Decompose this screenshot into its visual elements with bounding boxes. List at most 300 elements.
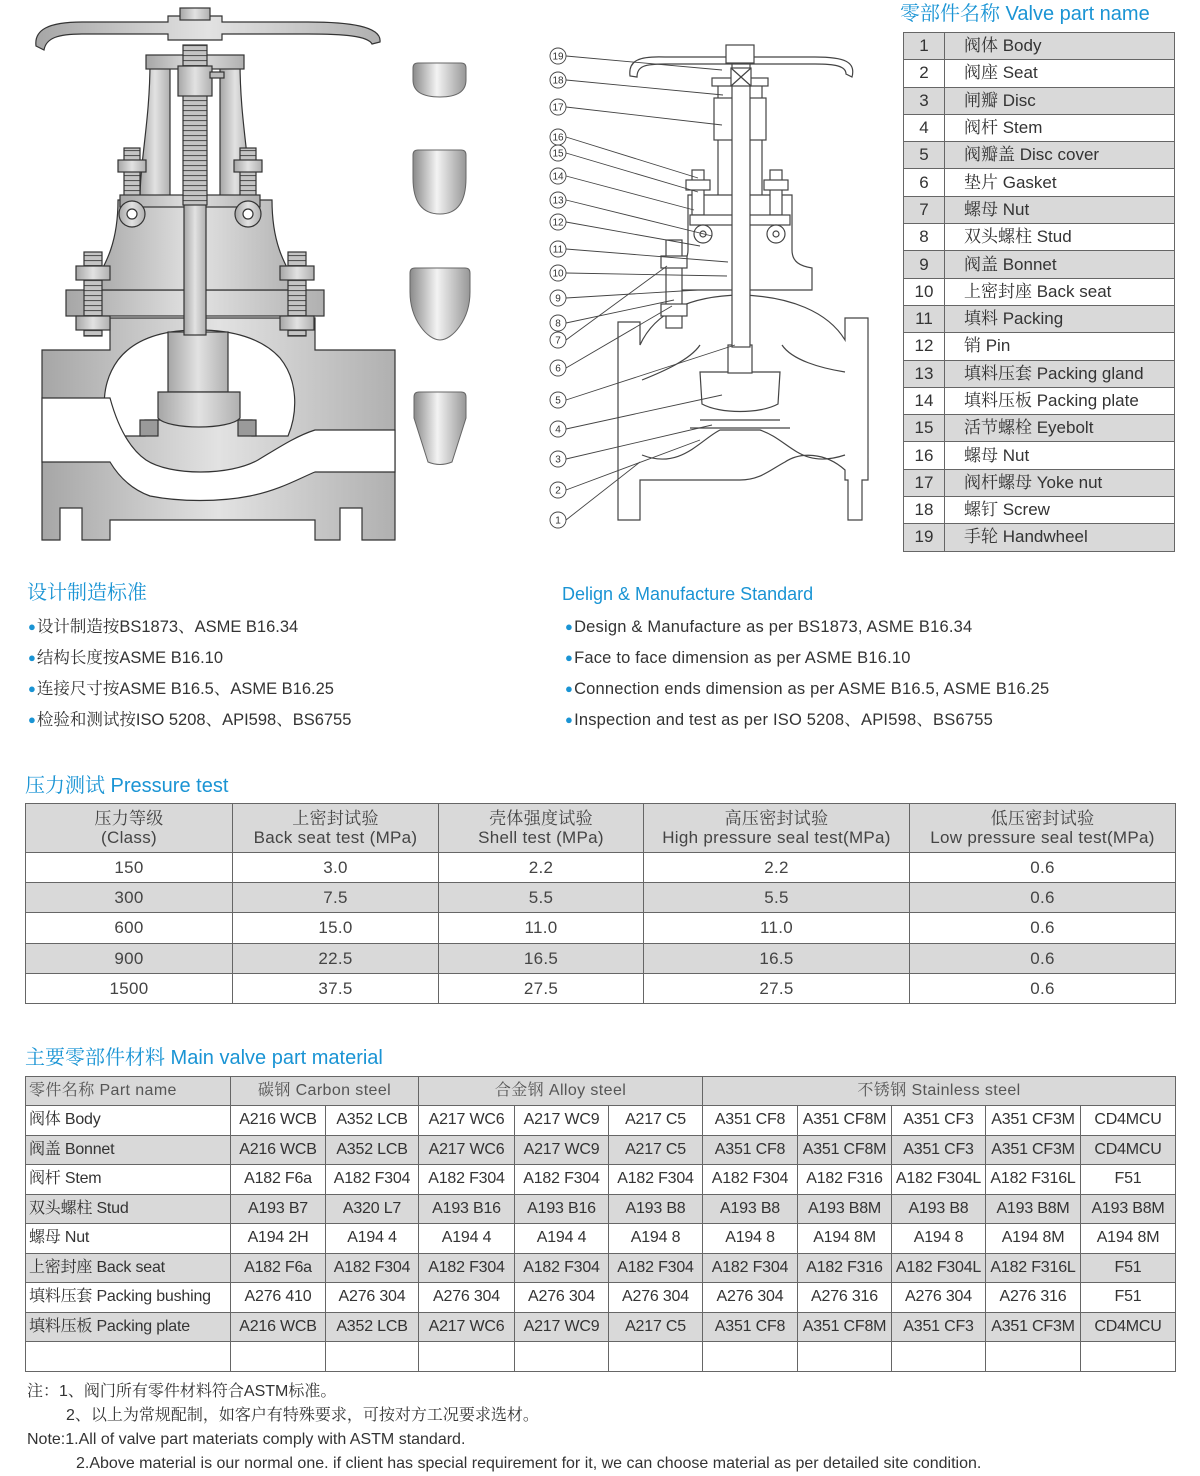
parts-row [904,524,1175,551]
standard-item [565,612,1049,643]
material-grade-cell: A182 F304 [419,1165,515,1195]
parts-row [904,251,1175,278]
pressure-header-line: 壳体强度试验 [489,809,593,828]
material-table-title: 主要零部件材料 Main valve part material [25,1047,383,1069]
part-name-cell: 阀瓣盖 Disc cover [945,142,1175,169]
part-name-cell: 螺母 Nut [945,196,1175,223]
callout-number: 5 [555,395,561,407]
eyebolt-right-hole [243,209,253,219]
part-number-cell: 14 [904,387,945,414]
callout-number: 9 [555,293,561,305]
part-name-cell: 阀杆螺母 Yoke nut [945,469,1175,496]
material-grade-cell: A352 LCB [326,1312,419,1342]
material-grade-cell: A351 CF3 [892,1312,986,1342]
material-part-name-cell: 阀体 Body [26,1106,231,1136]
material-grade-cell: A182 F316L [986,1253,1081,1283]
material-grade-cell: A182 F6a [231,1165,326,1195]
material-grade-cell: A276 304 [419,1283,515,1313]
pressure-cell: 11.0 [644,913,910,943]
pressure-cell: 0.6 [910,853,1176,883]
material-empty-cell [986,1342,1081,1372]
parts-row [904,278,1175,305]
pressure-header-line: Low pressure seal test(MPa) [930,828,1155,847]
pressure-row [26,853,1176,883]
standard-item [565,705,1049,736]
material-grade-cell: A182 F316L [986,1165,1081,1195]
part-name-cell: 垫片 Gasket [945,169,1175,196]
pressure-header-cell [439,804,644,853]
parts-table [903,32,1175,552]
callout-number: 7 [555,335,561,347]
standard-item [28,612,351,643]
material-grade-cell: A276 304 [703,1283,798,1313]
assembly-disc-cover [728,345,752,373]
yoke-arm-left [140,62,170,200]
standard-item [565,674,1049,705]
bullet-icon: ● [565,712,574,727]
parts-row [904,87,1175,114]
material-grade-cell: CD4MCU [1081,1106,1176,1136]
parts-row [904,442,1175,469]
seat-ring-left [140,420,158,436]
material-grade-cell: A193 B8M [798,1194,892,1224]
material-part-name-cell: 填料压套 Packing bushing [26,1283,231,1313]
part-number-cell: 18 [904,497,945,524]
disc-needle [414,392,466,465]
bonnet-nut-right-top [280,266,314,280]
material-grade-cell: A193 B8 [609,1194,703,1224]
standard-item-text: Face to face dimension as per ASME B16.10 [574,649,911,667]
material-header-row [26,1077,1176,1106]
material-grade-cell: A193 B8M [986,1194,1081,1224]
parts-row [904,360,1175,387]
disc-ball [413,150,466,214]
material-grade-cell: A182 F316 [798,1253,892,1283]
part-number-cell: 4 [904,114,945,141]
material-empty-cell [703,1342,798,1372]
standard-cn-list [28,612,351,736]
callout-number: 2 [555,485,561,497]
material-grade-cell: F51 [1081,1283,1176,1313]
assembly-gland-stud-right [770,170,782,215]
material-grade-cell: F51 [1081,1253,1176,1283]
part-name-cell: 上密封座 Back seat [945,278,1175,305]
bullet-icon: ● [565,650,574,665]
material-part-name-cell: 阀杆 Stem [26,1165,231,1195]
parts-row [904,224,1175,251]
note-en-1: Note:1.All of valve part materiats comply with ASTM standard. [27,1431,466,1448]
pressure-header-cell [910,804,1176,853]
material-header-cell: 合金钢 Alloy steel [419,1077,703,1106]
pressure-cell: 16.5 [644,943,910,973]
material-grade-cell: A194 8 [892,1224,986,1254]
material-part-name-cell: 双头螺柱 Stud [26,1194,231,1224]
callout-leader-line [566,300,674,323]
material-grade-cell: A182 F316 [798,1165,892,1195]
material-header-cell: 零件名称 Part name [26,1077,231,1106]
part-number-cell: 11 [904,305,945,332]
material-grade-cell: A193 B8 [892,1194,986,1224]
material-grade-cell: A351 CF3 [892,1135,986,1165]
material-row [26,1106,1176,1136]
pressure-cell: 7.5 [233,883,439,913]
material-grade-cell: A182 F304 [326,1253,419,1283]
cutaway-valve-drawing [36,8,395,540]
material-grade-cell: A351 CF8 [703,1135,798,1165]
material-part-name-cell: 填料压板 Packing plate [26,1312,231,1342]
material-grade-cell: A182 F304 [703,1165,798,1195]
standard-en-title: Delign & Manufacture Standard [562,584,814,604]
pressure-cell: 2.2 [439,853,644,883]
assembly-gland-nut-right [764,180,788,190]
parts-row [904,469,1175,496]
eyebolt-left-hole [127,209,137,219]
pressure-cell: 16.5 [439,943,644,973]
stem-lower [184,200,206,335]
material-empty-cell [1081,1342,1176,1372]
standard-item-text: 设计制造按BS1873、ASME B16.34 [36,618,299,636]
standard-item [565,643,1049,674]
yoke-nut-pin [210,72,224,78]
material-grade-cell: A194 4 [419,1224,515,1254]
standard-item-text: Design & Manufacture as per BS1873, ASME B16.34 [574,618,973,636]
disc-flat [413,63,466,97]
material-grade-cell: CD4MCU [1081,1312,1176,1342]
material-grade-cell: A217 WC9 [515,1106,609,1136]
part-name-cell: 阀体 Body [945,33,1175,60]
part-number-cell: 12 [904,333,945,360]
material-grade-cell: A351 CF3M [986,1312,1081,1342]
material-empty-cell [231,1342,326,1372]
handwheel [36,16,380,50]
handwheel-nut [180,8,210,20]
standard-item [28,674,351,705]
part-number-cell: 2 [904,60,945,87]
material-empty-cell [609,1342,703,1372]
material-grade-cell: A217 WC6 [419,1312,515,1342]
material-row [26,1312,1176,1342]
material-row [26,1224,1176,1254]
part-name-cell: 填料压套 Packing gland [945,360,1175,387]
pressure-header-line: Back seat test (MPa) [253,828,418,847]
material-grade-cell: A217 C5 [609,1135,703,1165]
material-grade-cell: A182 F304L [892,1253,986,1283]
callout-number: 4 [555,424,561,436]
material-grade-cell: A194 4 [515,1224,609,1254]
material-grade-cell: A194 8M [1081,1224,1176,1254]
assembly-gland-nut-left [686,180,710,190]
pressure-cell: 1500 [26,973,233,1003]
pressure-cell: 3.0 [233,853,439,883]
pressure-header-line: 上密封试验 [292,809,379,828]
material-empty-cell [798,1342,892,1372]
part-number-cell: 17 [904,469,945,496]
material-grade-cell: A182 F304 [609,1165,703,1195]
callout-number: 16 [552,132,564,144]
pressure-cell: 0.6 [910,883,1176,913]
standard-en-list [565,612,1049,736]
pressure-cell: 0.6 [910,973,1176,1003]
part-number-cell: 9 [904,251,945,278]
pressure-cell: 27.5 [439,973,644,1003]
assembly-stem [732,55,750,347]
part-name-cell: 双头螺柱 Stud [945,224,1175,251]
material-grade-cell: A194 8M [986,1224,1081,1254]
part-name-cell: 阀杆 Stem [945,114,1175,141]
parts-row [904,169,1175,196]
part-name-cell: 填料压板 Packing plate [945,387,1175,414]
callout-leader-line [566,80,723,95]
part-number-cell: 6 [904,169,945,196]
callout-number: 3 [555,454,561,466]
material-grade-cell: A217 WC6 [419,1135,515,1165]
part-name-cell: 螺母 Nut [945,442,1175,469]
material-grade-cell: A352 LCB [326,1106,419,1136]
material-grade-cell: A276 304 [892,1283,986,1313]
part-number-cell: 5 [904,142,945,169]
callout-number: 12 [552,217,564,229]
material-grade-cell: A194 2H [231,1224,326,1254]
pressure-header-cell [644,804,910,853]
material-grade-cell: A217 WC9 [515,1135,609,1165]
assembly-eyebolt-right-hole [773,231,779,237]
parts-row [904,415,1175,442]
material-grade-cell: A351 CF8M [798,1312,892,1342]
pressure-cell: 900 [26,943,233,973]
material-grade-cell: A351 CF8 [703,1106,798,1136]
callout-leader-line [566,107,722,125]
parts-row [904,305,1175,332]
material-empty-row [26,1342,1176,1372]
bullet-icon: ● [28,712,36,727]
parts-row [904,333,1175,360]
material-part-name-cell: 上密封座 Back seat [26,1253,231,1283]
bullet-icon: ● [28,619,36,634]
standard-item-text: 结构长度按ASME B16.10 [36,649,223,667]
part-name-cell: 活节螺栓 Eyebolt [945,415,1175,442]
material-grade-cell: A276 316 [986,1283,1081,1313]
pressure-header-cell [26,804,233,853]
material-grade-cell: A216 WCB [231,1135,326,1165]
material-grade-cell: A217 C5 [609,1312,703,1342]
material-table [25,1076,1176,1372]
material-grade-cell: A193 B8M [1081,1194,1176,1224]
part-number-cell: 10 [904,278,945,305]
material-empty-cell [892,1342,986,1372]
pressure-header-line: 高压密封试验 [724,809,829,828]
pressure-cell: 15.0 [233,913,439,943]
gland-nut-left [118,160,146,172]
material-grade-cell: A276 304 [326,1283,419,1313]
pressure-header-row [26,804,1176,853]
bullet-icon: ● [28,681,36,696]
standard-item [28,705,351,736]
parts-row [904,196,1175,223]
part-name-cell: 手轮 Handwheel [945,524,1175,551]
part-name-cell: 阀座 Seat [945,60,1175,87]
material-grade-cell: A351 CF8 [703,1312,798,1342]
pressure-row [26,913,1176,943]
material-grade-cell: A194 8 [609,1224,703,1254]
material-grade-cell: A193 B16 [419,1194,515,1224]
pressure-cell: 5.5 [644,883,910,913]
pressure-table-body [26,853,1176,1004]
valve-drawings [0,0,900,560]
material-grade-cell: A351 CF3 [892,1106,986,1136]
material-header-cell: 不锈钢 Stainless steel [703,1077,1176,1106]
standard-item-text: 检验和测试按ISO 5208、API598、BS6755 [36,711,352,729]
part-name-cell: 螺钉 Screw [945,497,1175,524]
material-grade-cell: A217 WC9 [515,1312,609,1342]
standard-item [28,643,351,674]
material-grade-cell: A276 410 [231,1283,326,1313]
pressure-cell: 2.2 [644,853,910,883]
material-grade-cell: A194 8M [798,1224,892,1254]
material-grade-cell: A194 8 [703,1224,798,1254]
bonnet-nut-left-bottom [76,316,110,330]
callout-leader-line [566,153,698,192]
material-row [26,1283,1176,1313]
pressure-header-cell [233,804,439,853]
part-number-cell: 8 [904,224,945,251]
material-row [26,1135,1176,1165]
part-number-cell: 16 [904,442,945,469]
material-grade-cell: A216 WCB [231,1106,326,1136]
part-name-cell: 阀盖 Bonnet [945,251,1175,278]
material-grade-cell: A182 F304 [703,1253,798,1283]
material-empty-cell [419,1342,515,1372]
material-header-cell: 碳钢 Carbon steel [231,1077,419,1106]
material-empty-cell [326,1342,419,1372]
pressure-cell: 27.5 [644,973,910,1003]
parts-row [904,60,1175,87]
parts-row [904,387,1175,414]
bullet-icon: ● [565,619,574,634]
disc-holder [168,332,228,392]
standard-cn-title: 设计制造标准 [27,582,147,604]
material-grade-cell: A351 CF8M [798,1135,892,1165]
parts-table-body [904,33,1175,552]
yoke-nut [178,66,212,96]
part-number-cell: 19 [904,524,945,551]
material-grade-cell: A182 F304 [609,1253,703,1283]
pressure-test-table [25,803,1176,1004]
material-row [26,1165,1176,1195]
callout-number: 19 [552,51,564,63]
part-number-cell: 7 [904,196,945,223]
callout-number: 14 [552,171,564,183]
standard-item-text: 连接尺寸按ASME B16.5、ASME B16.25 [36,680,334,698]
material-grade-cell: A276 304 [515,1283,609,1313]
bonnet-nut-right-bottom [280,316,314,330]
callout-number: 1 [555,515,561,527]
part-number-cell: 13 [904,360,945,387]
material-part-name-cell: 阀盖 Bonnet [26,1135,231,1165]
material-grade-cell: A216 WCB [231,1312,326,1342]
callout-leader-line [566,137,698,178]
parts-row [904,142,1175,169]
bullet-icon: ● [28,650,36,665]
material-empty-cell [515,1342,609,1372]
material-grade-cell: A182 F304L [892,1165,986,1195]
callout-number: 17 [552,102,564,114]
material-grade-cell: A194 4 [326,1224,419,1254]
parts-row [904,33,1175,60]
note-en-2: 2.Above material is our normal one. if client has special requirement for it, we can choose material as per detailed site condition. [76,1455,982,1472]
material-row [26,1253,1176,1283]
parts-row [904,114,1175,141]
parts-table-title: 零部件名称 Valve part name [900,3,1150,25]
material-part-name-cell: 螺母 Nut [26,1224,231,1254]
assembly-line-drawing [618,45,868,520]
callout-number: 15 [552,148,564,160]
material-grade-cell: A182 F304 [515,1253,609,1283]
note-cn-1: 注：1、阀门所有零件材料符合ASTM标准。 [27,1383,337,1400]
material-grade-cell: A276 316 [798,1283,892,1313]
parts-row [904,497,1175,524]
disc-variants [410,63,470,465]
note-cn-2: 2、以上为常规配制，如客户有特殊要求，可按对方工况要求选材。 [66,1407,539,1424]
disc-round-nose [410,268,470,340]
material-grade-cell: A182 F304 [419,1253,515,1283]
pressure-row [26,883,1176,913]
pressure-header-line: Shell test (MPa) [478,828,604,847]
material-grade-cell: F51 [1081,1165,1176,1195]
notes [0,1380,1200,1476]
pressure-cell: 0.6 [910,913,1176,943]
material-grade-cell: A351 CF3M [986,1135,1081,1165]
gland-nut-right [234,160,262,172]
part-number-cell: 1 [904,33,945,60]
disc [158,392,240,427]
pressure-cell: 300 [26,883,233,913]
bullet-icon: ● [565,681,574,696]
material-row [26,1194,1176,1224]
material-grade-cell: A193 B16 [515,1194,609,1224]
bonnet-nut-left-top [76,266,110,280]
callout-number: 11 [552,244,564,256]
pressure-header-line: 压力等级 [94,809,164,828]
material-grade-cell: A351 CF8M [798,1106,892,1136]
material-grade-cell: A320 L7 [326,1194,419,1224]
pressure-test-title: 压力测试 Pressure test [25,775,229,797]
part-number-cell: 3 [904,87,945,114]
pressure-cell: 37.5 [233,973,439,1003]
pressure-cell: 150 [26,853,233,883]
callout-leader-line [566,222,700,246]
pressure-header-line: (Class) [101,828,157,847]
material-grade-cell: A352 LCB [326,1135,419,1165]
seat-ring-right [238,420,256,436]
material-empty-cell [26,1342,231,1372]
pressure-header-line: High pressure seal test(MPa) [662,828,891,847]
material-grade-cell: A182 F304 [326,1165,419,1195]
callout-number: 6 [555,363,561,375]
material-grade-cell: A193 B7 [231,1194,326,1224]
pressure-cell: 22.5 [233,943,439,973]
material-grade-cell: CD4MCU [1081,1135,1176,1165]
pressure-cell: 0.6 [910,943,1176,973]
pressure-row [26,943,1176,973]
assembly-handwheel-hub [726,45,754,63]
material-grade-cell: A276 304 [609,1283,703,1313]
material-grade-cell: A182 F6a [231,1253,326,1283]
part-name-cell: 销 Pin [945,333,1175,360]
assembly-disc [700,372,780,412]
callout-number: 13 [552,195,564,207]
callout-number: 10 [552,268,564,280]
material-grade-cell: A351 CF3M [986,1106,1081,1136]
